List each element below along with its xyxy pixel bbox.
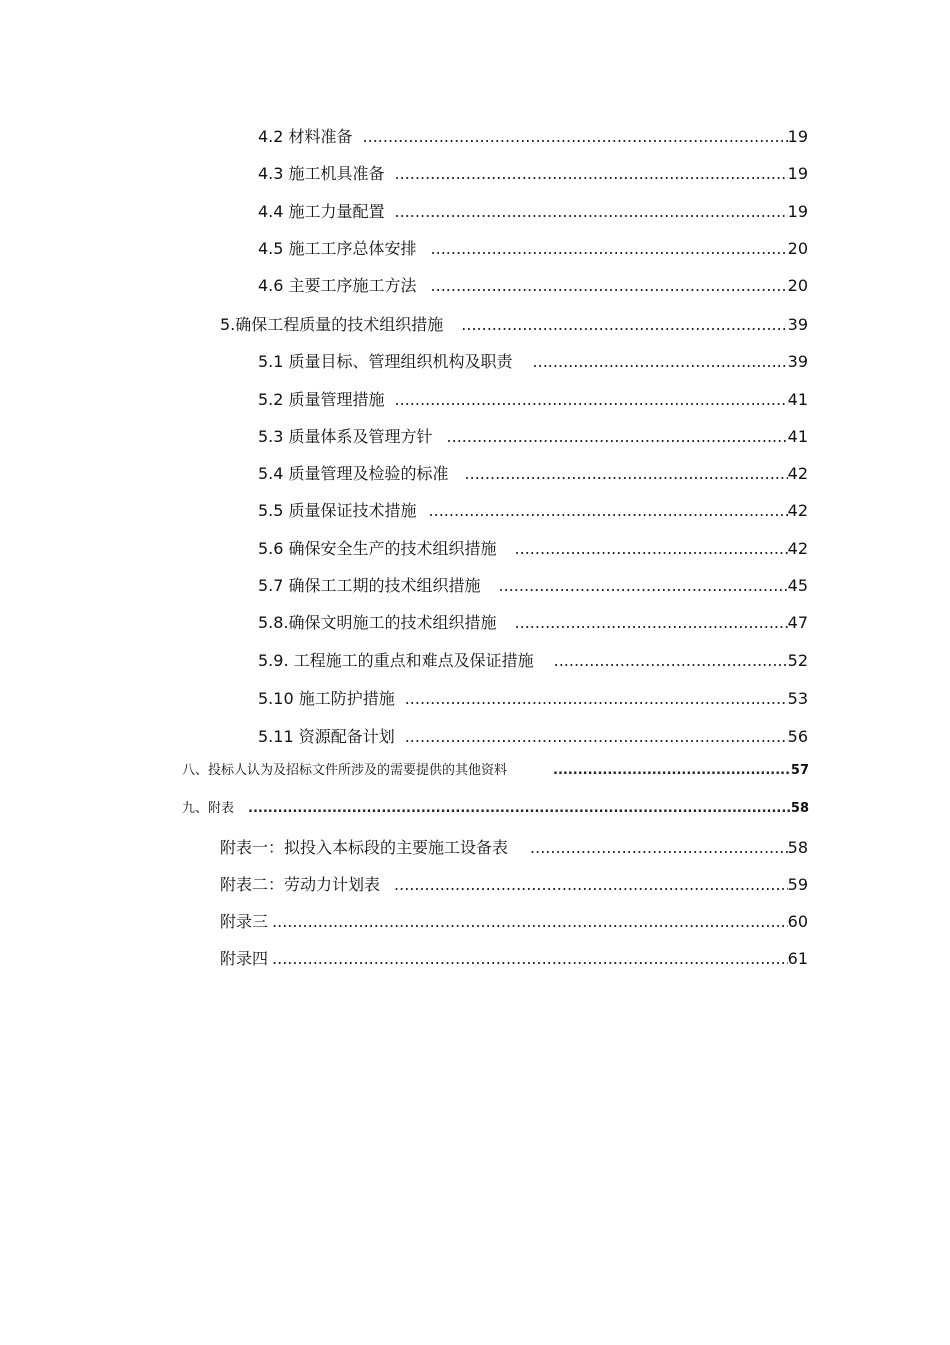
toc-entry-title: 附表一：拟投入本标段的主要施工设备表 (220, 838, 509, 857)
toc-entry-title: 5.11 资源配备计划 (258, 727, 395, 746)
toc-entry-page: 39 (787, 315, 808, 334)
dot-leader (429, 500, 788, 522)
toc-entry[interactable] (258, 726, 808, 748)
toc-entry[interactable] (220, 314, 808, 336)
toc-entry-page: 60 (787, 912, 808, 931)
toc-entry[interactable] (220, 837, 808, 859)
dot-leader (363, 126, 788, 148)
toc-entry[interactable] (258, 163, 808, 185)
dot-leader (395, 389, 788, 411)
toc-entry[interactable] (258, 575, 808, 597)
toc-entry-title: 九、附表 (182, 801, 235, 816)
toc-entry-page: 20 (787, 239, 808, 258)
toc-entry-title: 5.10 施工防护措施 (258, 689, 395, 708)
toc-entry-title: 附录三 (220, 912, 269, 931)
toc-entry[interactable] (258, 612, 808, 634)
toc-entry-title: 附录四 (220, 949, 269, 968)
toc-entry-page: 61 (787, 949, 808, 968)
toc-entry-title: 附表二：劳动力计划表 (220, 875, 381, 894)
dot-leader (394, 874, 788, 896)
dot-leader (272, 948, 788, 970)
toc-entry-title: 4.6 主要工序施工方法 (258, 276, 417, 295)
dot-leader (461, 314, 787, 336)
toc-entry-page: 45 (787, 576, 808, 595)
dot-leader (515, 538, 788, 560)
toc-entry-page: 47 (787, 613, 808, 632)
toc-entry-title: 5.2 质量管理措施 (258, 390, 385, 409)
dot-leader (499, 575, 788, 597)
toc-entry-title: 5.6 确保安全生产的技术组织措施 (258, 539, 497, 558)
toc-entry[interactable] (258, 389, 808, 411)
toc-entry-page: 42 (787, 464, 808, 483)
toc-entry-title: 4.4 施工力量配置 (258, 202, 385, 221)
dot-leader (405, 726, 788, 748)
toc-entry-page: 19 (787, 127, 808, 146)
toc-entry-page: 42 (787, 539, 808, 558)
toc-entry[interactable] (258, 201, 808, 223)
toc-entry[interactable] (182, 760, 809, 782)
toc-entry[interactable] (258, 650, 808, 672)
toc-entry[interactable] (182, 798, 809, 820)
toc-entry[interactable] (258, 500, 808, 522)
toc-entry-title: 5.9. 工程施工的重点和难点及保证措施 (258, 651, 534, 670)
toc-entry-title: 5.4 质量管理及检验的标准 (258, 464, 449, 483)
dot-leader (405, 688, 788, 710)
dot-leader (530, 837, 788, 859)
toc-entry[interactable] (220, 948, 808, 970)
toc-entry-page: 19 (787, 164, 808, 183)
toc-entry-title: 4.2 材料准备 (258, 127, 353, 146)
toc-entry-title: 八、投标人认为及招标文件所涉及的需要提供的其他资料 (182, 763, 508, 778)
toc-entry-title: 5.确保工程质量的技术组织措施 (220, 315, 444, 334)
dot-leader (515, 612, 788, 634)
toc-entry-title: 5.7 确保工工期的技术组织措施 (258, 576, 481, 595)
toc-entry-title: 4.5 施工工序总体安排 (258, 239, 417, 258)
dot-leader (465, 463, 788, 485)
dot-leader (248, 798, 791, 820)
dot-leader (447, 426, 788, 448)
toc-entry-page: 39 (787, 352, 808, 371)
toc-entry-title: 5.3 质量体系及管理方针 (258, 427, 433, 446)
toc-entry-page: 41 (787, 427, 808, 446)
dot-leader (395, 201, 788, 223)
dot-leader (554, 650, 788, 672)
dot-leader (431, 275, 788, 297)
toc-entry[interactable] (258, 351, 808, 373)
toc-entry-page: 59 (787, 875, 808, 894)
toc-entry[interactable] (258, 426, 808, 448)
dot-leader (395, 163, 788, 185)
dot-leader (431, 238, 788, 260)
toc-entry-page: 20 (787, 276, 808, 295)
toc-entry-title: 4.3 施工机具准备 (258, 164, 385, 183)
toc-entry-page: 19 (787, 202, 808, 221)
dot-leader (533, 351, 788, 373)
toc-entry-page: 56 (787, 727, 808, 746)
toc-entry-title: 5.1 质量目标、管理组织机构及职责 (258, 352, 513, 371)
toc-entry-page: 53 (787, 689, 808, 708)
toc-entry-page: 42 (787, 501, 808, 520)
dot-leader (272, 911, 788, 933)
toc-entry-page: 58 (790, 801, 809, 816)
toc-entry-page: 57 (790, 763, 809, 778)
toc-entry[interactable] (258, 238, 808, 260)
dot-leader (553, 760, 791, 782)
toc-entry[interactable] (258, 275, 808, 297)
toc-entry-page: 52 (787, 651, 808, 670)
toc-entry[interactable] (258, 688, 808, 710)
toc-entry[interactable] (258, 463, 808, 485)
toc-entry-title: 5.8.确保文明施工的技术组织措施 (258, 613, 497, 632)
toc-entry[interactable] (220, 874, 808, 896)
toc-entry-page: 41 (787, 390, 808, 409)
toc-entry[interactable] (258, 126, 808, 148)
toc-entry[interactable] (258, 538, 808, 560)
toc-entry-title: 5.5 质量保证技术措施 (258, 501, 417, 520)
toc-entry[interactable] (220, 911, 808, 933)
toc-entry-page: 58 (787, 838, 808, 857)
